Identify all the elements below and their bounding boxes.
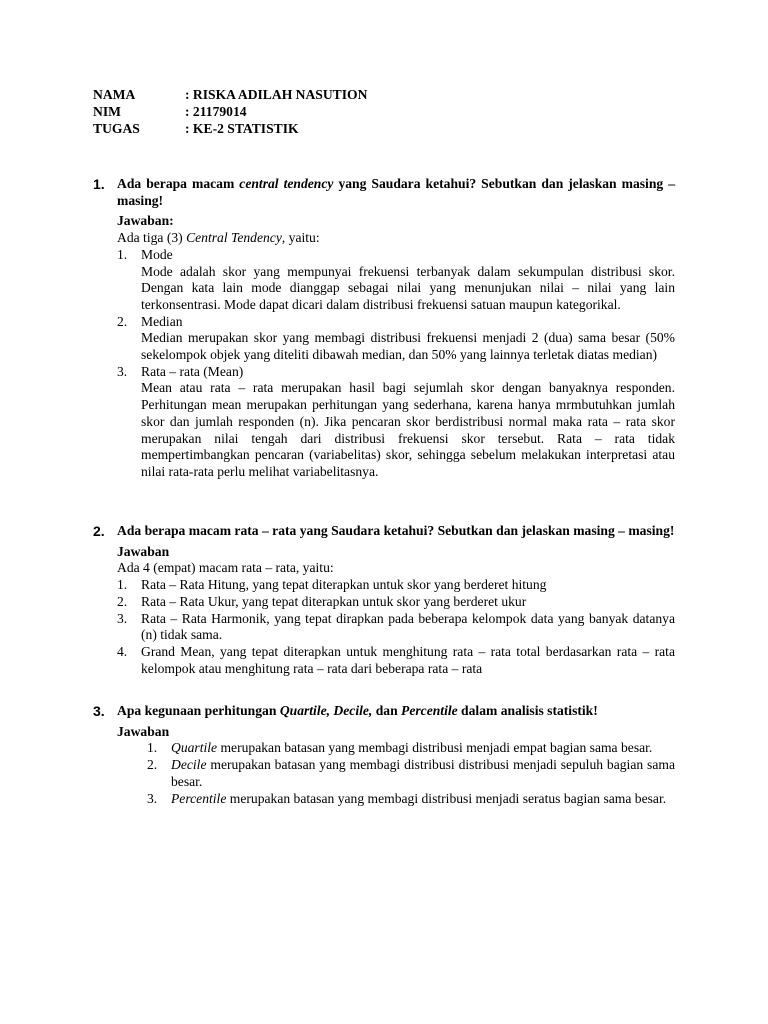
header-value: : KE-2 STATISTIK <box>185 121 299 136</box>
item-title: Rata – rata (Mean) <box>141 363 244 379</box>
item-title: Median <box>141 313 183 329</box>
item-number: 2. <box>117 593 128 609</box>
item-number: 1. <box>117 246 128 262</box>
item-description: Mean atau rata – rata merupakan hasil bagi sejumlah skor dengan banyaknya responden. Perhitungan mean merupakan perhitungan yang sederhana, karena hanya mrmbutuhkan jumlah skor dan jumlah responden (n). Jika pencaran skor berdistribusi normal maka rata – rata skor merupakan nilai tengah dari distribusi frekuensi skor tersebut. Rata – rata tidak mempertimbangkan pencaran (variabelitas) skor, sehingga sebelum melakukan interpretasi atau nilai rata-rata perlu melihat variabelitasnya. <box>141 380 675 479</box>
answer-intro-part: , yaitu: <box>281 230 320 246</box>
item-description: Mode adalah skor yang mempunyai frekuensi terbanyak dalam sekumpulan distribusi skor. Dengan kata lain mode dianggap sebagai nilai yang menunjukan nilai – nilai yang lain terkonsentrasi. Mode dapat dicari dalam distribusi frekuensi satuan maupun kategorikal. <box>141 263 675 312</box>
answer-list <box>147 740 675 807</box>
answer-label: Jawaban <box>117 723 170 739</box>
question-number: 2. <box>93 523 105 539</box>
list-item <box>117 577 675 594</box>
list-item <box>117 364 675 481</box>
item-description: Median merupakan skor yang membagi distribusi frekuensi menjadi 2 (dua) sama besar (50% sekelompok objek yang diteliti dibawah median, dan 50% yang lainnya terletak diatas median) <box>141 330 675 363</box>
question-text-part: dan <box>372 703 402 718</box>
header-label: TUGAS <box>93 121 140 136</box>
question-number: 3. <box>93 703 105 719</box>
item-number: 1. <box>147 740 158 756</box>
item-text-part: merupakan batasan yang membagi distribusi menjadi empat bagian sama besar. <box>217 740 653 756</box>
question-number: 1. <box>93 176 105 192</box>
item-text <box>171 791 675 808</box>
item-text-part: merupakan batasan yang membagi distribusi distribusi menjadi sepuluh bagian sama besar. <box>171 757 675 789</box>
item-text-part: merupakan batasan yang membagi distribusi menjadi seratus bagian sama besar. <box>226 790 667 806</box>
answer-label: Jawaban <box>117 543 170 559</box>
list-item <box>117 314 675 364</box>
header-value: : 21179014 <box>185 104 247 119</box>
question-2-heading <box>93 523 675 540</box>
question-text-emphasis: central tendency <box>239 176 334 191</box>
item-text <box>171 757 675 790</box>
list-item <box>117 644 675 677</box>
answer-intro: Ada 4 (empat) macam rata – rata, yaitu: <box>117 560 334 576</box>
answer-2 <box>117 544 675 678</box>
item-text: Rata – Rata Ukur, yang tepat diterapkan untuk skor yang berderet ukur <box>141 593 527 609</box>
header-row-nim <box>93 104 367 121</box>
item-number: 4. <box>117 643 128 659</box>
question-text <box>117 176 675 209</box>
item-term: Decile <box>171 757 207 773</box>
item-text: Rata – Rata Harmonik, yang tepat dirapkan pada beberapa kelompok data yang banyak datanya (n) tidak sama. <box>141 610 675 643</box>
item-number: 3. <box>147 790 158 806</box>
item-text <box>171 740 675 757</box>
question-1 <box>93 176 675 481</box>
header-row-name <box>93 87 367 104</box>
item-text: Grand Mean, yang tepat diterapkan untuk menghitung rata – rata total berdasarkan rata – rata kelompok atau menghitung rata – rata dari beberapa rata – rata <box>141 643 675 676</box>
answer-3 <box>117 724 675 808</box>
header-label: NIM <box>93 104 121 119</box>
item-term: Percentile <box>171 790 227 806</box>
question-text-part: yang Saudara ketahui? Sebutkan dan jelaskan masing – masing! <box>117 176 675 208</box>
answer-intro-emphasis: Central Tendency <box>186 230 282 246</box>
list-item <box>117 247 675 314</box>
item-number: 2. <box>117 313 128 329</box>
question-text: Ada berapa macam rata – rata yang Saudara ketahui? Sebutkan dan jelaskan masing – masing! <box>117 523 675 538</box>
item-number: 3. <box>117 363 128 379</box>
student-header <box>93 87 367 138</box>
question-3-heading <box>93 703 675 720</box>
question-text-part: Apa kegunaan perhitungan <box>117 703 280 718</box>
list-item <box>147 757 675 790</box>
item-title: Mode <box>141 246 173 262</box>
answer-label: Jawaban: <box>117 213 174 229</box>
item-number: 3. <box>117 610 128 626</box>
answer-1 <box>117 213 675 480</box>
header-value: : RISKA ADILAH NASUTION <box>185 87 368 102</box>
question-3 <box>93 703 675 807</box>
question-text-emphasis: Percentile <box>401 703 458 718</box>
question-1-heading <box>93 176 675 209</box>
item-number: 2. <box>147 757 158 773</box>
question-text-part: dalam analisis statistik! <box>457 703 598 718</box>
list-item <box>147 740 675 757</box>
header-label: NAMA <box>93 87 136 102</box>
question-text-part: Ada berapa macam <box>117 176 240 191</box>
item-term: Quartile <box>171 740 218 756</box>
question-2 <box>93 523 675 677</box>
question-text-emphasis: Quartile, Decile, <box>279 703 373 718</box>
list-item <box>117 594 675 611</box>
answer-intro <box>117 230 675 247</box>
list-item <box>117 611 675 644</box>
header-row-tugas <box>93 121 367 138</box>
list-item <box>147 791 675 808</box>
item-text: Rata – Rata Hitung, yang tepat diterapkan untuk skor yang berderet hitung <box>141 577 547 593</box>
answer-intro-part: Ada tiga (3) <box>117 230 187 246</box>
item-number: 1. <box>117 577 128 593</box>
question-text <box>117 703 675 720</box>
